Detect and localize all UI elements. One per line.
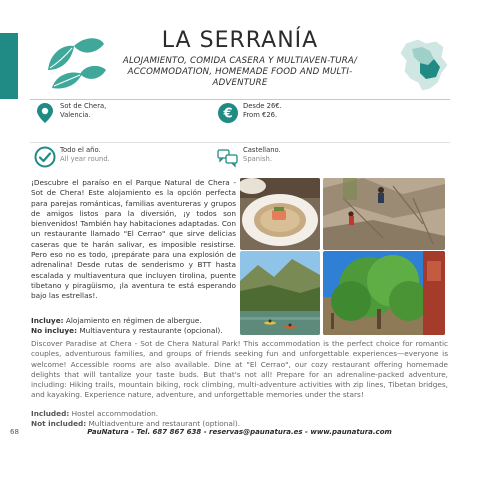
check-circle-icon <box>34 146 56 168</box>
included-es-value: Alojamiento en régimen de albergue. <box>65 316 202 325</box>
included-en-value: Hostel accommodation. <box>71 409 159 418</box>
kayak-river-photo <box>240 251 320 335</box>
svg-text:€: € <box>223 106 233 122</box>
season-line1: Todo el año. <box>60 146 101 154</box>
included-en-label: Included: <box>31 409 70 418</box>
location-line1: Sot de Chera, <box>60 102 107 110</box>
region-map-icon <box>392 33 456 97</box>
not-included-en-label: Not included: <box>31 419 87 429</box>
price-line1: Desde 26€. <box>243 102 282 110</box>
euro-icon <box>217 102 239 124</box>
location-pin-icon <box>34 102 56 124</box>
page-subtitle: ALOJAMIENTO, COMIDA CASERA Y MULTIAVEN-TURA/ ACCOMMODATION, HOMEMADE FOOD AND MULTI-ADVENTURE <box>122 56 358 88</box>
season-line2: All year round. <box>60 155 110 163</box>
not-included-es-label: No incluye: <box>31 326 78 336</box>
not-included-en-value: Multiadventure and restaurant (optional). <box>88 419 241 429</box>
language-info <box>217 146 281 168</box>
description-es: ¡Descubre el paraíso en el Parque Natural de Chera - Sot de Chera! Este alojamiento es la opción perfecta para parejas románticas, familias aventureras y grupos de amigos listos para la diversión, ¡y todos son bienvenidos! También hay habitaciones adaptadas. Con un restaurante llamado "El Cerrao" que sirve delicias caseras que te harán salivar, es imposible resistirse. Pero eso no es todo, ¡prepárate para una explosión de adrenalina! Desde rutas de senderismo y BTT hasta escalada y multiaventura que incluyen tirolina, puente tibetano y piragüismo, ¡la aventura te está esperando bajo las estrellas!. <box>31 178 236 301</box>
price-info <box>217 102 282 124</box>
info-divider <box>30 142 450 143</box>
included-en-block <box>31 409 448 430</box>
leaf-logo-icon <box>42 30 108 92</box>
description-en: Discover Paradise at Chera - Sot de Chera Natural Park! This accommodation is the perfect choice for romantic couples, adventurous families, and groups of friends seeking fun and unforgettable experiences—everyone is welcome! Accessible rooms are also available. Dine at "El Cerrao", our cozy restaurant offering homemade delights that will tantalize your taste buds. But that's not all! Prepare for an adrenaline-packed adventure, including: Hiking trails, mountain biking, rock climbing, multi-adventure activities with zip lines, Tibetan bridges, and kayaking. Experience nature, adventure, and unforgettable memories under the stars! <box>31 339 448 400</box>
forest-photo <box>323 251 445 335</box>
not-included-es-value: Multiaventura y restaurante (opcional). <box>79 326 223 336</box>
footer-contact: PauNatura - Tel. 687 867 638 - reservas@paunatura.es - www.paunatura.com <box>87 428 392 436</box>
accent-side-bar <box>0 33 18 99</box>
header <box>112 28 368 89</box>
language-line1: Castellano. <box>243 146 281 154</box>
food-photo <box>240 178 320 250</box>
speech-bubbles-icon <box>217 146 239 168</box>
page-title: LA SERRANÍA <box>161 28 319 53</box>
climbing-photo <box>323 178 445 250</box>
location-info <box>34 102 106 124</box>
price-line2: From €26. <box>243 111 278 119</box>
page-number: 68 <box>10 428 19 436</box>
location-line2: Valencia. <box>60 111 91 119</box>
season-info <box>34 146 110 168</box>
included-es-block <box>31 316 236 337</box>
included-es-label: Incluye: <box>31 316 64 325</box>
header-divider <box>30 99 450 100</box>
language-line2: Spanish. <box>243 155 272 163</box>
